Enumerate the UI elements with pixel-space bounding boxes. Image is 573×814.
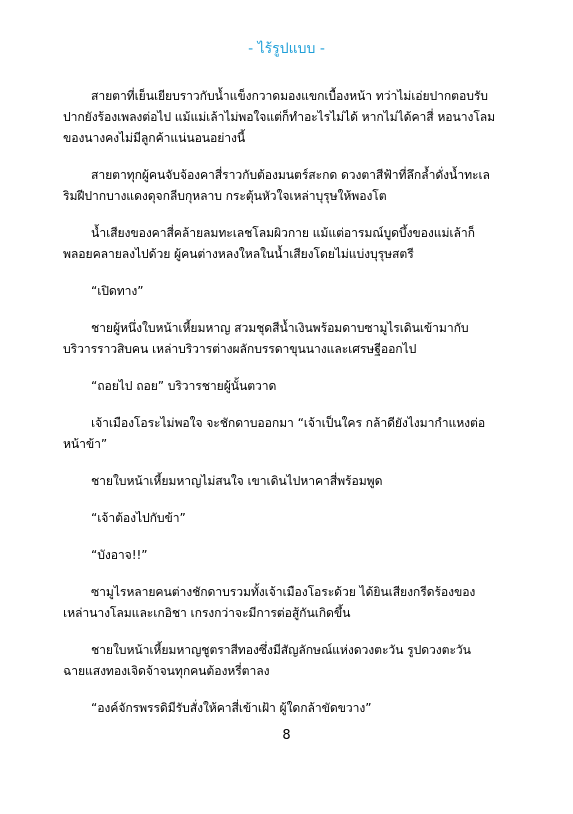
paragraph (63, 413, 523, 455)
page-number: 8 (282, 728, 291, 743)
paragraph-line: สายตาที่เย็นเยียบราวกับน้ำแข็งกวาดมองแขกเบื้องหน้า ทว่าไม่เอ่ยปากตอบรับ (91, 89, 488, 103)
paragraph (63, 471, 523, 492)
paragraph-line: ชายใบหน้าเหี้ยมหาญชูตราสีทองซึ่งมีสัญลักษณ์แห่งดวงตะวัน รูปดวงตะวัน (91, 643, 471, 657)
paragraph-line: “เจ้าต้องไปกับข้า” (91, 511, 186, 525)
paragraph-line: “ถอยไป ถอย” บริวารชายผู้นั้นตวาด (91, 379, 277, 393)
paragraph-line: เหล่านางโลมและเกอิชา เกรงกว่าจะมีการต่อสู้กันเกิดขึ้น (63, 606, 351, 620)
paragraph-line: พลอยคลายลงไปด้วย ผู้คนต่างหลงใหลในน้ำเสียงโดยไม่แบ่งบุรุษสตรี (63, 247, 414, 261)
paragraph-line: ชายผู้หนึ่งใบหน้าเหี้ยมหาญ สวมชุดสีน้ำเงินพร้อมดาบซามูไรเดินเข้ามากับ (91, 321, 469, 335)
paragraph-line: ซามูไรหลายคนต่างชักดาบรวมทั้งเจ้าเมืองโอระด้วย ได้ยินเสียงกรีดร้องของ (91, 585, 476, 599)
paragraph (63, 165, 523, 207)
paragraph-line: ของนางคงไม่มีลูกค้าแน่นอนอย่างนี้ (63, 131, 246, 145)
page-header: - ไร้รูปแบบ - (248, 41, 325, 57)
paragraph-line: บริวารราวสิบคน เหล่าบริวารต่างผลักบรรดาขุนนางและเศรษฐีออกไป (63, 342, 417, 356)
paragraph (63, 698, 523, 719)
paragraph-line: ฉายแสงทองเจิดจ้าจนทุกคนต้องหรี่ตาลง (63, 664, 270, 678)
paragraph (63, 318, 523, 360)
body-text (63, 86, 523, 735)
paragraph-line: ปากยังร้องเพลงต่อไป แม้แม่เล้าไม่พอใจแต่ก็ทำอะไรไม่ได้ หากไม่ได้คาสี่ หอนางโลม (63, 110, 496, 124)
paragraph-line: “องค์จักรพรรดิมีรับสั่งให้คาสี่เข้าเฝ้า ผู้ใดกล้าขัดขวาง” (91, 701, 372, 715)
paragraph-line: “บังอาจ!!” (91, 548, 148, 562)
paragraph-line: สายตาทุกผู้คนจับจ้องคาสี่ราวกับต้องมนตร์สะกด ดวงตาสีฟ้าที่ลึกล้ำดั่งน้ำทะเล (91, 168, 490, 182)
paragraph-line: ริมฝีปากบางแดงดุจกลีบกุหลาบ กระตุ้นหัวใจเหล่าบุรุษให้พองโต (63, 189, 387, 203)
paragraph-line: เจ้าเมืองโอระไม่พอใจ จะชักดาบออกมา “เจ้าเป็นใคร กล้าดียังไงมากำแหงต่อ (91, 416, 486, 430)
paragraph-line: น้ำเสียงของคาสี่คล้ายลมทะเลชโลมผิวกาย แม้แต่อารมณ์บูดบึ้งของแม่เล้าก็ (91, 226, 475, 240)
paragraph-line: หน้าข้า” (63, 437, 108, 451)
paragraph (63, 640, 523, 682)
paragraph-line: ชายใบหน้าเหี้ยมหาญไม่สนใจ เขาเดินไปหาคาสี่พร้อมพูด (91, 474, 383, 488)
paragraph-line: “เปิดทาง” (91, 284, 144, 298)
paragraph (63, 508, 523, 529)
paragraph (63, 223, 523, 265)
paragraph (63, 281, 523, 302)
paragraph (63, 582, 523, 624)
paragraph (63, 86, 523, 149)
paragraph (63, 376, 523, 397)
paragraph (63, 545, 523, 566)
